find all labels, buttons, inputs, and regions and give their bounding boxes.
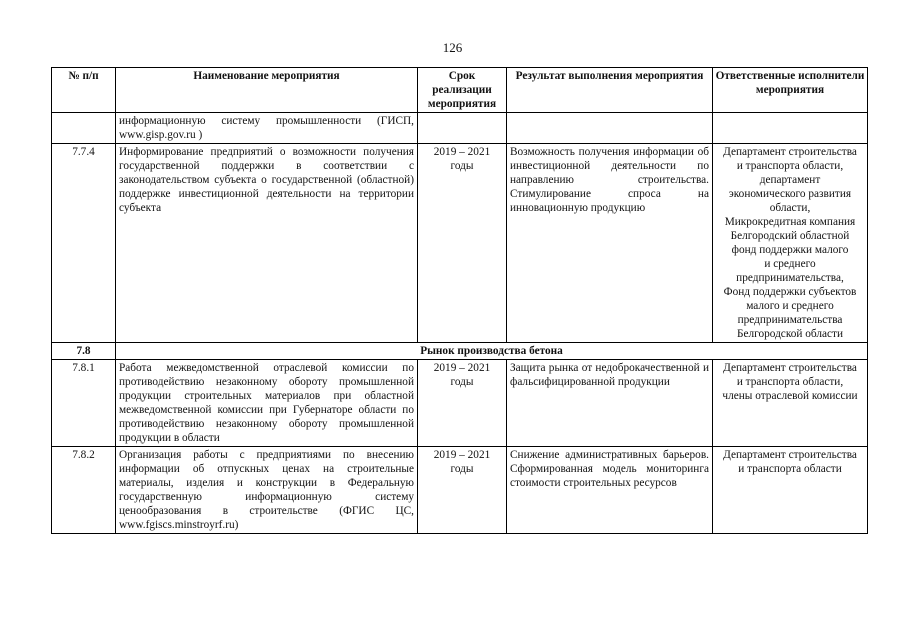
row-num: 7.8.1 (52, 360, 116, 447)
section-title: Рынок производства бетона (116, 343, 868, 360)
row-result (507, 113, 713, 144)
executor-line: фонд поддержки малого (731, 244, 849, 256)
executor-line: Фонд поддержки субъектов (723, 286, 857, 298)
row-term: 2019 – 2021 годы (418, 447, 507, 534)
executor-line: Департамент строительства (723, 146, 857, 158)
table-header-row (52, 68, 868, 113)
row-executors (713, 447, 868, 534)
header-executors: Ответственные исполнители мероприятия (713, 68, 868, 113)
executor-line: экономического развития (728, 188, 852, 200)
executor-line: предпринимательства, (736, 272, 844, 284)
executor-line: и транспорта области, (736, 160, 844, 172)
table-row (52, 447, 868, 534)
section-num: 7.8 (52, 343, 116, 360)
row-result: Снижение административных барьеров. Сформированная модель мониторинга стоимости строительных ресурсов (507, 447, 713, 534)
executor-line: Департамент строительства (723, 449, 857, 461)
executor-line: и среднего (764, 258, 816, 270)
executor-line: департамент (759, 174, 821, 186)
executor-line: Белгородский областной (730, 230, 850, 242)
executor-line: малого и среднего (746, 300, 834, 312)
executor-line: Департамент строительства (723, 362, 857, 374)
row-num: 7.7.4 (52, 144, 116, 343)
header-num: № п/п (52, 68, 116, 113)
executor-line: и транспорта области (738, 463, 842, 475)
executor-line: и транспорта области, (736, 376, 844, 388)
table-row (52, 360, 868, 447)
row-executors (713, 360, 868, 447)
header-result: Результат выполнения мероприятия (507, 68, 713, 113)
table-row (52, 113, 868, 144)
row-term: 2019 – 2021 годы (418, 360, 507, 447)
page-number: 126 (442, 40, 463, 55)
row-name: Информирование предприятий о возможности получения государственной поддержки в соответствии с законодательством субъекта о государственной (областной) поддержке инвестиционной деятельности на территории субъекта (116, 144, 418, 343)
row-term (418, 113, 507, 144)
row-name: Организация работы с предприятиями по внесению информации об отпускных ценах на строительные материалы, изделия и конструкции в Федеральную государственную информационную систему ценообразования в строительстве (ФГИС ЦС, www.fgiscs.minstroyrf.ru) (116, 447, 418, 534)
row-term: 2019 – 2021 годы (418, 144, 507, 343)
header-term: Срок реализации мероприятия (418, 68, 507, 113)
row-executors (713, 113, 868, 144)
section-row (52, 343, 868, 360)
executor-line: члены отраслевой комиссии (722, 390, 858, 402)
executor-line: предпринимательства (737, 314, 843, 326)
executor-line: Микрокредитная компания (724, 216, 856, 228)
table-row (52, 144, 868, 343)
row-num (52, 113, 116, 144)
row-executors (713, 144, 868, 343)
row-result: Возможность получения информации об инвестиционной деятельности по направлению строительства. Стимулирование спроса на инновационную продукцию (507, 144, 713, 343)
row-name: Работа межведомственной отраслевой комиссии по противодействию незаконному обороту промышленной продукции строительных материалов при областной межведомственной комиссии при Губернаторе области по противодействию незаконному обороту промышленной продукции в области (116, 360, 418, 447)
row-result: Защита рынка от недоброкачественной и фальсифицированной продукции (507, 360, 713, 447)
header-name: Наименование мероприятия (116, 68, 418, 113)
row-num: 7.8.2 (52, 447, 116, 534)
executor-line: области, (769, 202, 811, 214)
executor-line: Белгородской области (736, 328, 844, 340)
row-name: информационную систему промышленности (ГИСП, www.gisp.gov.ru ) (116, 113, 418, 144)
measures-table (51, 67, 868, 534)
